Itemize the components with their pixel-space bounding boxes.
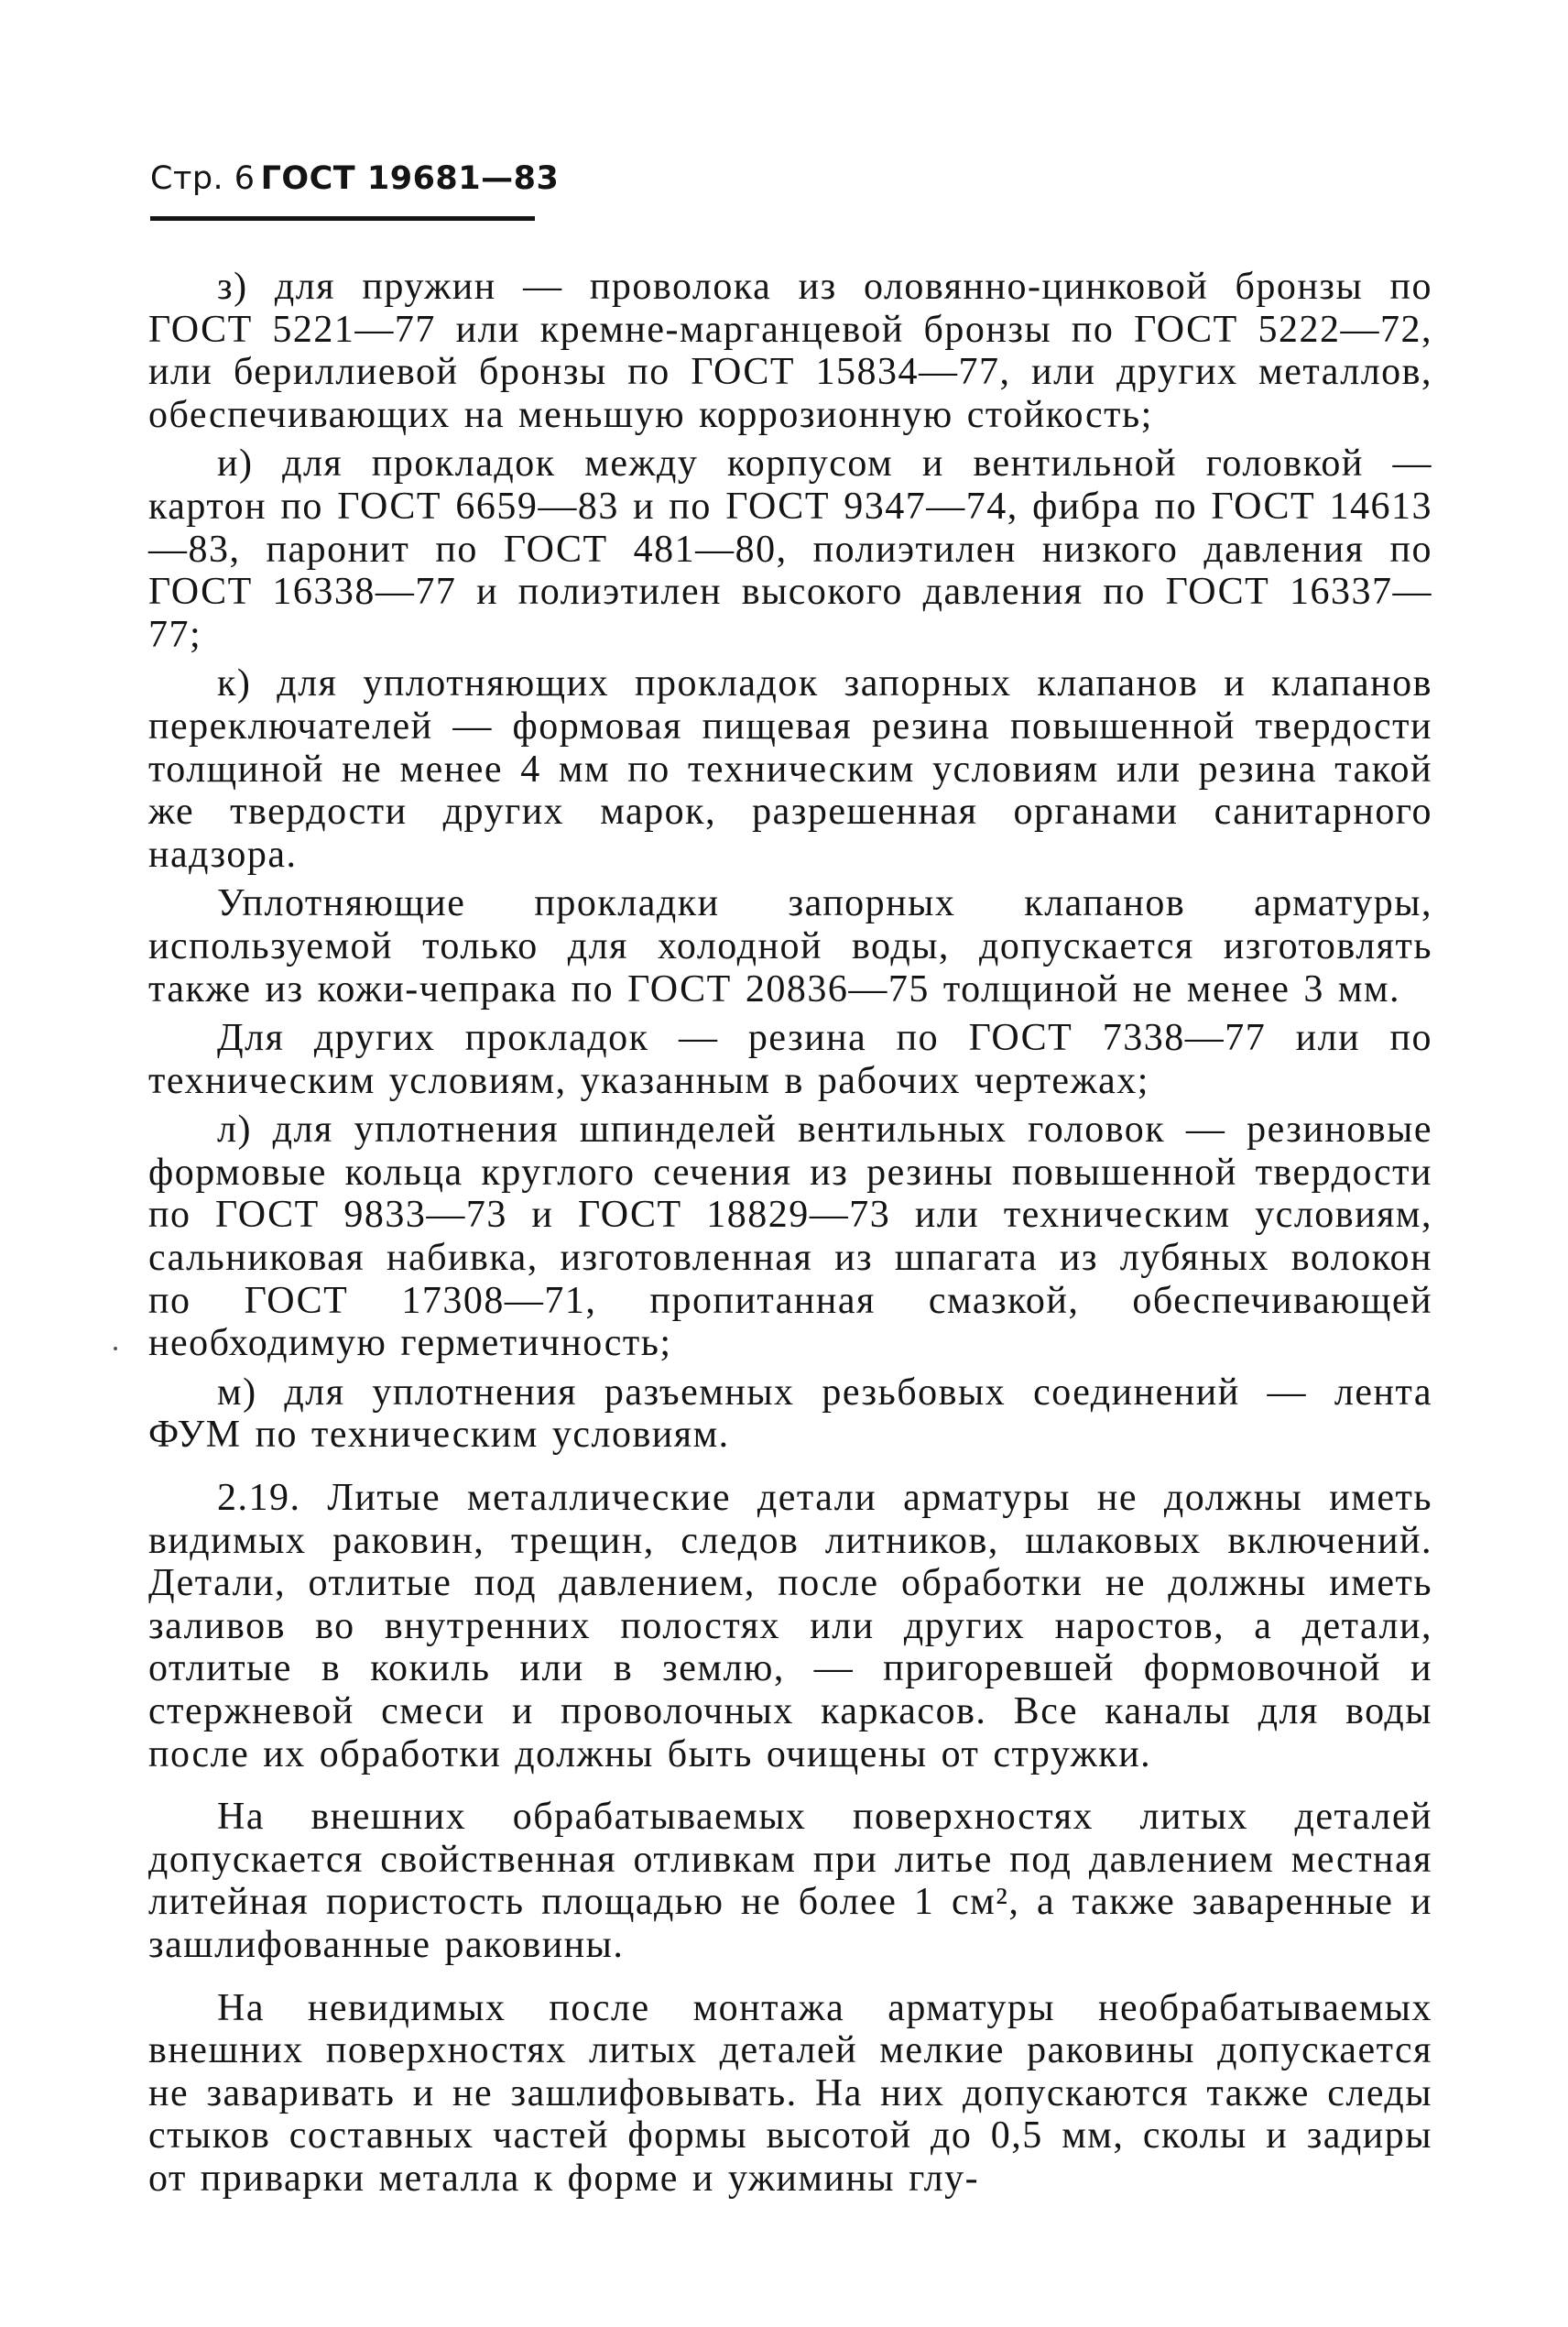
clause-m-thread-seals: м) для уплотнения разъемных резьбовых соединений — лента ФУМ по техническим условиям.: [148, 1371, 1432, 1457]
standard-designation: ГОСТ 19681—83: [260, 160, 560, 197]
clause-i-gaskets: и) для прокладок между корпусом и вентильной головкой — картон по ГОСТ 6659—83 и по ГОСТ 9347—74, фибра по ГОСТ 14613—83, паронит по ГОСТ 481—80, полиэтилен низкого давления по ГОСТ 16338—77 и полиэтилен высокого давления по ГОСТ 16337—77;: [148, 442, 1432, 656]
header-rule: [150, 216, 535, 221]
clause-k-seals: к) для уплотняющих прокладок запорных клапанов и клапанов переключателей — формовая пищевая резина повышенной твердости толщиной не менее 4 мм по техническим условиям или резина такой же твердости других марок, разрешенная органами санитарного надзора.: [148, 662, 1432, 876]
scan-speck: [114, 1347, 117, 1350]
section-2-19: 2.19. Литые металлические детали арматуры не должны иметь видимых раковин, трещин, следов литников, шлаковых включений. Детали, отлитые под давлением, после обработки не должны иметь заливов во внутренних полостях или других наростов, а детали, отлитые в кокиль или в землю, — пригоревшей формовочной и стержневой смеси и проволочных каркасов. Все каналы для воды после их обработки должны быть очищены от стружки.: [148, 1477, 1432, 1775]
paragraph-porosity: На внешних обрабатываемых поверхностях литых деталей допускается свойственная отливкам при литье под давлением местная литейная пористость площадью не более 1 см², а также заваренные и зашлифованные раковины.: [148, 1796, 1432, 1966]
paragraph-other-gaskets: Для других прокладок — резина по ГОСТ 7338—77 или по техническим условиям, указанным в рабочих чертежах;: [148, 1017, 1432, 1102]
clause-z-springs: з) для пружин — проволока из оловянно-цинковой бронзы по ГОСТ 5221—77 или кремне-марганцевой бронзы по ГОСТ 5222—72, или бериллиевой бронзы по ГОСТ 15834—77, или других металлов, обеспечивающих на меньшую коррозионную стойкость;: [148, 266, 1432, 436]
paragraph-hidden-surfaces: На невидимых после монтажа арматуры необрабатываемых внешних поверхностях литых деталей мелкие раковины допускается не заваривать и не зашлифовывать. На них допускаются также следы стыков составных частей формы высотой до 0,5 мм, сколы и задиры от приварки металла к форме и ужимины глу-: [148, 1986, 1432, 2200]
page-number: Стр. 6: [150, 160, 256, 197]
clause-l-spindle-seals: л) для уплотнения шпинделей вентильных головок — резиновые формовые кольца круглого сечения из резины повышенной твердости по ГОСТ 9833—73 и ГОСТ 18829—73 или техническим условиям, сальниковая набивка, изготовленная из шпагата из лубяных волокон по ГОСТ 17308—71, пропитанная смазкой, обеспечивающей необходимую герметичность;: [148, 1109, 1432, 1365]
paragraph-cold-water-gaskets: Уплотняющие прокладки запорных клапанов арматуры, используемой только для холодной воды, допускается изготовлять также из кожи-чепрака по ГОСТ 20836—75 толщиной не менее 3 мм.: [148, 882, 1432, 1011]
page-header: [150, 160, 560, 197]
document-body: [148, 266, 1432, 2207]
